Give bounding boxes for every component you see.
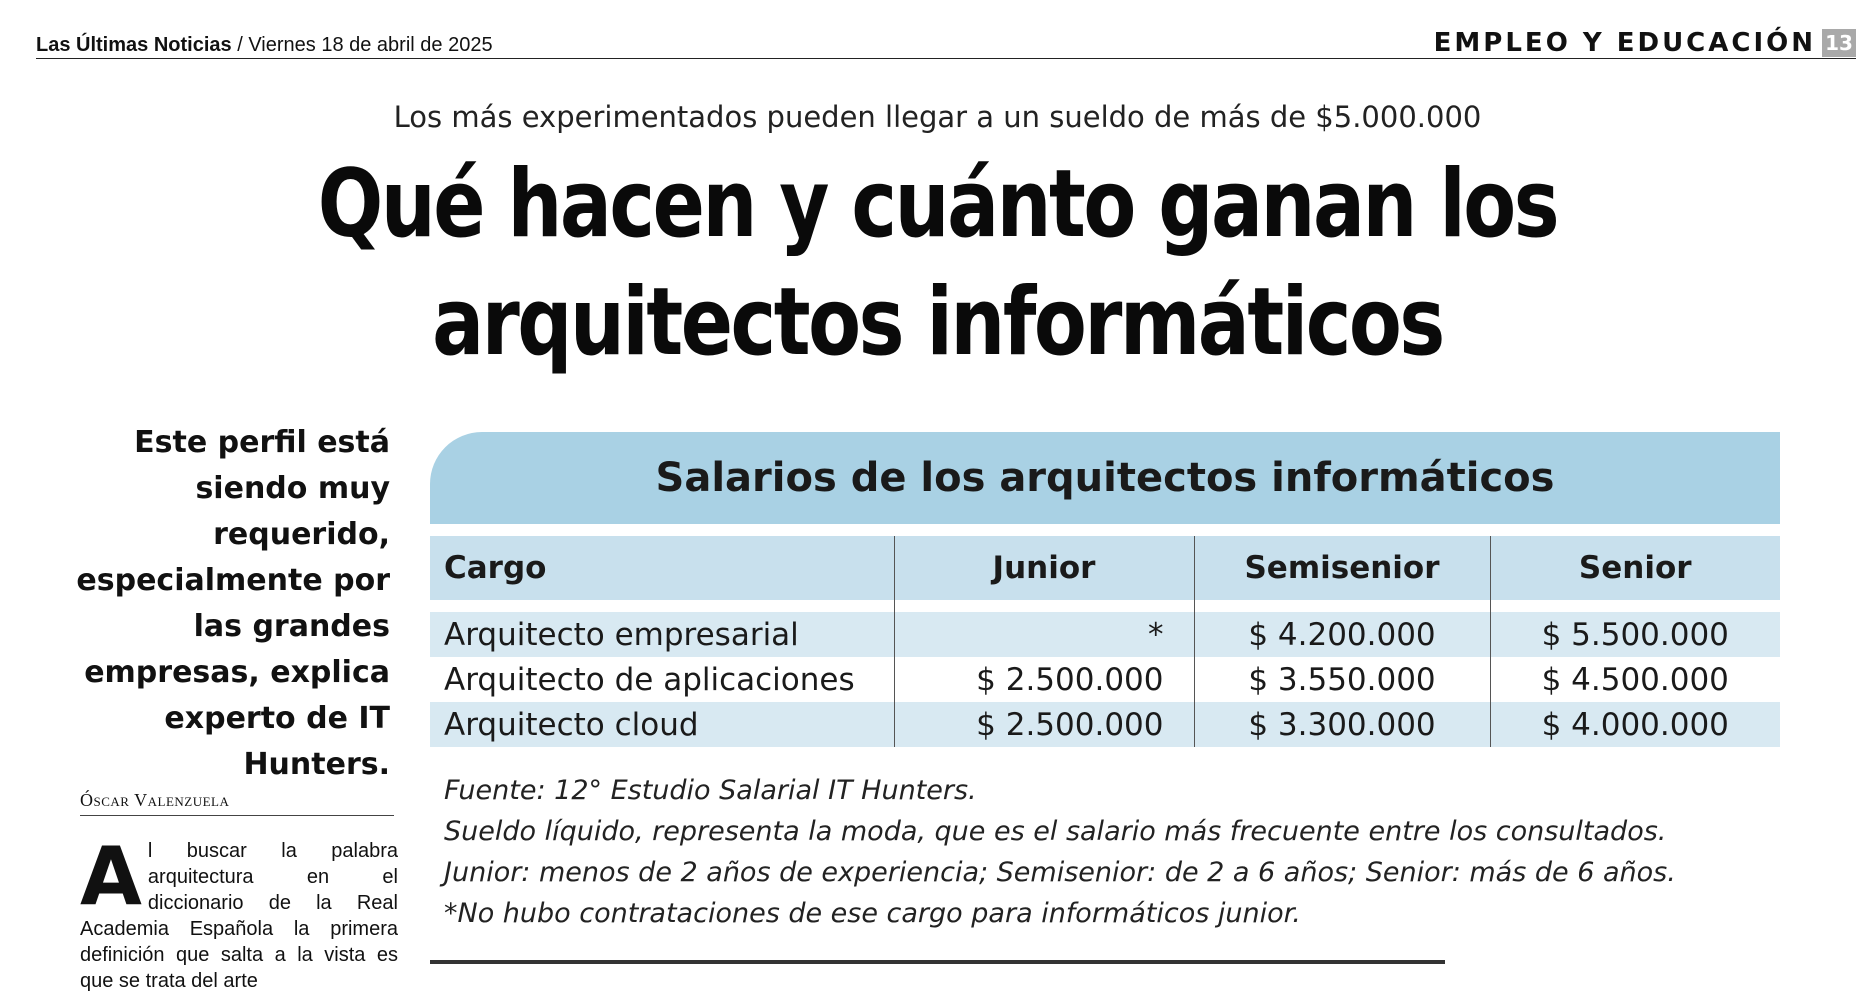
page-number: 13 <box>1822 29 1856 57</box>
cell-junior: $ 2.500.000 <box>894 657 1194 702</box>
header-semisenior: Semisenior <box>1194 536 1490 600</box>
kicker: Los más experimentados pueden llegar a un sueldo de más de $5.000.000 <box>393 100 1482 134</box>
publication-date: Viernes 18 de abril de 2025 <box>248 34 493 56</box>
table-spacer <box>430 600 1780 612</box>
masthead <box>36 28 1856 59</box>
cell-senior: $ 4.000.000 <box>1490 702 1780 747</box>
note-definition: Sueldo líquido, representa la moda, que es el salario más frecuente entre los consultados. <box>444 816 1667 847</box>
table-row <box>430 657 1780 702</box>
byline: Óscar Valenzuela <box>80 790 394 816</box>
cell-semisenior: $ 3.300.000 <box>1194 702 1490 747</box>
header-junior: Junior <box>894 536 1194 600</box>
newspaper-name: Las Últimas Noticias <box>36 34 232 56</box>
table-notes <box>444 770 1844 934</box>
bottom-divider <box>430 960 1445 964</box>
note-asterisk: *No hubo contrataciones de ese cargo para informáticos junior. <box>444 898 1301 929</box>
cell-cargo: Arquitecto de aplicaciones <box>430 657 894 702</box>
table-row <box>430 702 1780 747</box>
cell-semisenior: $ 3.550.000 <box>1194 657 1490 702</box>
cell-senior: $ 4.500.000 <box>1490 657 1780 702</box>
header-cargo: Cargo <box>430 536 894 600</box>
masthead-separator: / <box>237 34 243 56</box>
cell-cargo: Arquitecto empresarial <box>430 612 894 657</box>
cell-semisenior: $ 4.200.000 <box>1194 612 1490 657</box>
table-title: Salarios de los arquitectos informáticos <box>430 432 1780 524</box>
table-row <box>430 612 1780 657</box>
table-header-row <box>430 536 1780 600</box>
headline-line-1: Qué hacen y cuánto ganan los <box>317 150 1558 259</box>
masthead-left <box>36 34 493 57</box>
cell-cargo: Arquitecto cloud <box>430 702 894 747</box>
section-name: EMPLEO Y EDUCACIÓN <box>1433 28 1816 58</box>
salary-table <box>430 536 1780 747</box>
cell-junior: * <box>894 612 1194 657</box>
cell-junior: $ 2.500.000 <box>894 702 1194 747</box>
drop-cap: A <box>80 830 142 923</box>
article-body <box>80 830 398 994</box>
masthead-right <box>1434 28 1856 58</box>
headline <box>169 146 1707 382</box>
note-source: Fuente: 12° Estudio Salarial IT Hunters. <box>444 775 977 806</box>
headline-line-2: arquitectos informáticos <box>432 268 1443 377</box>
body-paragraph: l buscar la palabra arquitectura en el diccionario de la Real Academia Española la primera definición que salta a la vista es que se trata del arte <box>80 840 398 992</box>
header-senior: Senior <box>1490 536 1780 600</box>
note-levels: Junior: menos de 2 años de experiencia; Semisenior: de 2 a 6 años; Senior: más de 6 años. <box>444 857 1676 888</box>
cell-senior: $ 5.500.000 <box>1490 612 1780 657</box>
lede: Este perfil está siendo muy requerido, especialmente por las grandes empresas, explica experto de IT Hunters. <box>76 425 390 782</box>
